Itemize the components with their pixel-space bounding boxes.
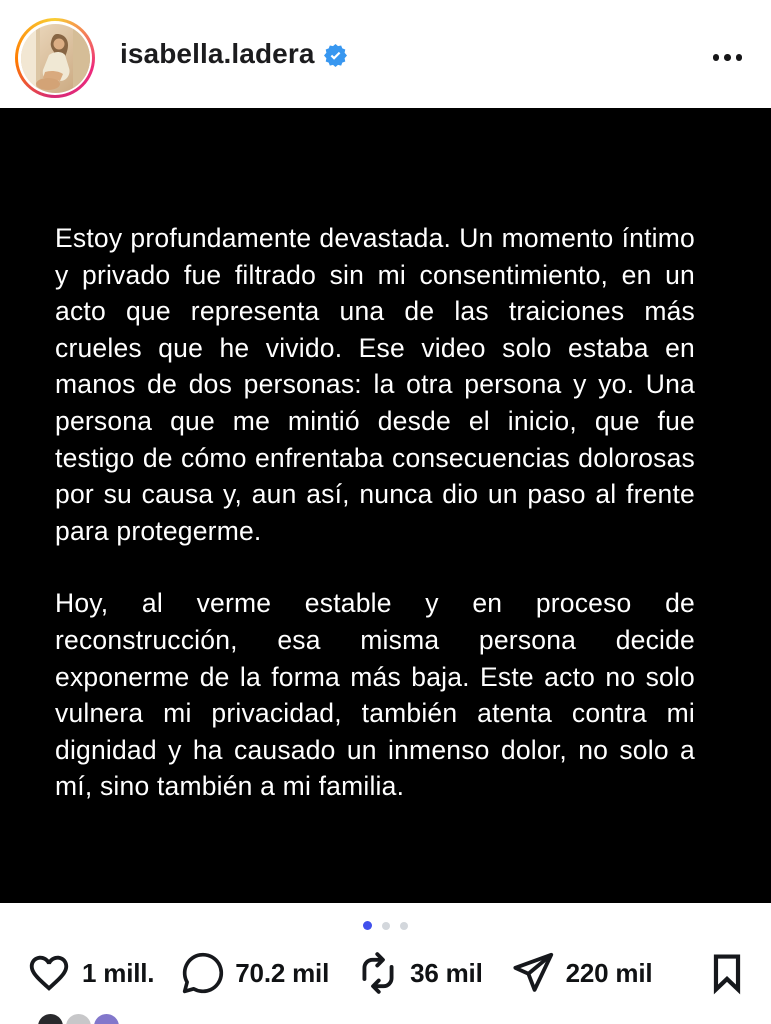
like-count: 1 mill. (82, 957, 155, 988)
avatar[interactable] (21, 24, 90, 93)
repost-button[interactable] (356, 951, 483, 995)
share-icon (510, 950, 556, 996)
carousel-dot (400, 922, 408, 930)
dot (724, 54, 731, 61)
likers-facepile[interactable] (36, 1012, 771, 1024)
heart-icon (26, 950, 72, 996)
comment-icon (181, 951, 225, 995)
comment-count: 70.2 mil (235, 957, 330, 988)
post-header (0, 0, 771, 108)
liker-avatar (36, 1012, 65, 1024)
carousel-dot-active (363, 921, 372, 930)
save-button[interactable] (706, 950, 748, 996)
comment-button[interactable] (181, 951, 329, 995)
carousel-indicator (0, 903, 771, 930)
action-bar (0, 948, 771, 998)
bookmark-icon (706, 950, 748, 996)
post-text-paragraph-2: Hoy, al verme estable y en proceso de reconstrucción, esa misma persona decide exponerme de la forma más baja. Este acto no solo vulnera mi privacidad, también atenta contra mi dignidad y ha causado un inmenso dolor, no solo a mí, sino también a mi familia. (55, 588, 695, 802)
more-options-button[interactable] (709, 50, 747, 65)
like-button[interactable] (26, 950, 154, 996)
liker-avatar (64, 1012, 93, 1024)
share-count: 220 mil (565, 957, 653, 988)
dot (713, 54, 720, 61)
carousel-dot (382, 922, 390, 930)
avatar-ring-gap (18, 21, 92, 95)
story-ring[interactable] (15, 18, 95, 98)
repost-icon (356, 951, 400, 995)
share-button[interactable] (510, 950, 653, 996)
liker-avatar (92, 1012, 121, 1024)
post-media[interactable] (0, 108, 771, 903)
verified-badge-icon (324, 44, 347, 67)
repost-count: 36 mil (410, 957, 483, 988)
username[interactable]: isabella.ladera (120, 38, 315, 69)
post-text-paragraph-1: Estoy profundamente devastada. Un momento íntimo y privado fue filtrado sin mi consentimiento, en un acto que representa una de las traiciones más crueles que he vivido. Ese video solo estaba en manos de dos personas: la otra persona y yo. Una persona que me mintió desde el inicio, que fue testigo de cómo enfrentaba consecuencias dolorosas por su causa y, aun así, nunca dio un paso al frente para protegerme. (55, 223, 695, 546)
dot (736, 54, 743, 61)
user-row (120, 0, 347, 108)
